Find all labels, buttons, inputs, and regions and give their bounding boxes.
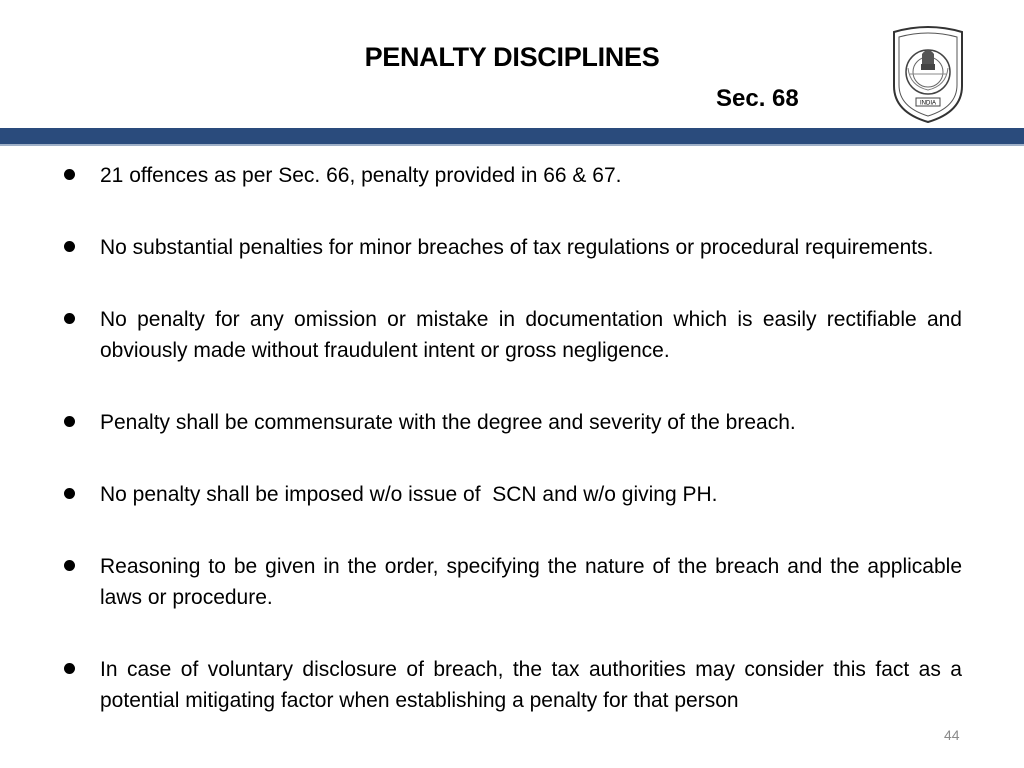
bullet-item: No penalty for any omission or mistake in documentation which is easily rectifiable and obviously made without fraudulent intent or gross negligence. <box>60 304 962 366</box>
header-band-underline <box>0 144 1024 146</box>
bullet-item: Penalty shall be commensurate with the degree and severity of the breach. <box>60 407 962 438</box>
bullet-dot-icon <box>64 241 75 252</box>
bullet-dot-icon <box>64 416 75 427</box>
bullet-item: Reasoning to be given in the order, specifying the nature of the breach and the applicable laws or procedure. <box>60 551 962 613</box>
bullet-dot-icon <box>64 663 75 674</box>
page-number: 44 <box>944 727 960 743</box>
bullet-dot-icon <box>64 313 75 324</box>
bullet-item: No substantial penalties for minor breaches of tax regulations or procedural requirements. <box>60 232 962 263</box>
section-reference: Sec. 68 <box>716 85 799 112</box>
bullet-item: No penalty shall be imposed w/o issue of SCN and w/o giving PH. <box>60 479 962 510</box>
bullet-dot-icon <box>64 169 75 180</box>
bullet-item: 21 offences as per Sec. 66, penalty provided in 66 & 67. <box>60 160 962 191</box>
slide-title: PENALTY DISCIPLINES <box>364 42 660 72</box>
bullet-dot-icon <box>64 560 75 571</box>
government-seal-icon <box>888 24 968 124</box>
seal-label: INDIA <box>919 100 937 107</box>
bullet-list <box>60 160 962 757</box>
bullet-item: In case of voluntary disclosure of breach, the tax authorities may consider this fact as a potential mitigating factor when establishing a penalty for that person <box>60 654 962 716</box>
bullet-dot-icon <box>64 488 75 499</box>
header-band <box>0 128 1024 144</box>
